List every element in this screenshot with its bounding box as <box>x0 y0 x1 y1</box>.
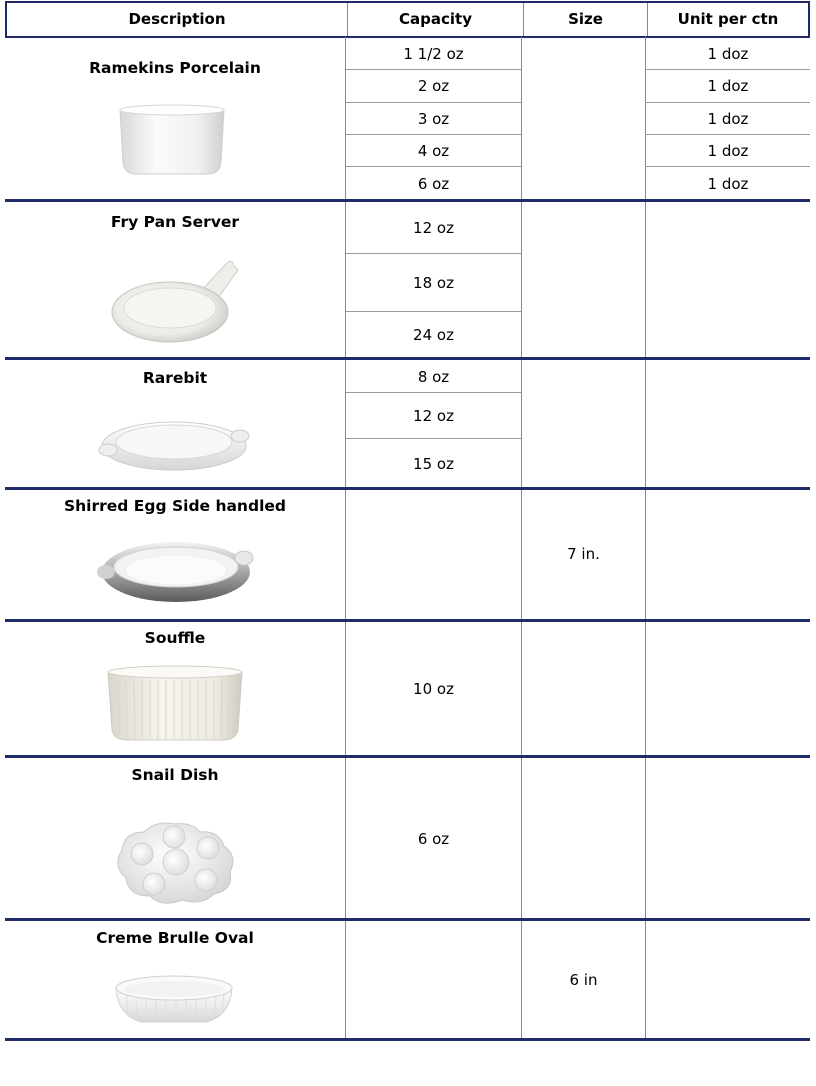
row-separator <box>5 357 810 360</box>
souffle-dish-icon <box>104 660 246 744</box>
fry-pan-icon <box>108 254 244 346</box>
row-separator <box>5 755 810 758</box>
row-separator <box>5 1038 810 1041</box>
header-description: Description <box>128 10 226 28</box>
header-capacity: Capacity <box>399 10 472 28</box>
header-size: Size <box>568 10 603 28</box>
unit-cell: 1 doz <box>707 77 749 95</box>
capacity-cell: 2 oz <box>417 77 450 95</box>
unit-cell: 1 doz <box>707 45 749 63</box>
ramekin-icon <box>112 98 232 180</box>
capacity-cell: 10 oz <box>413 680 454 698</box>
capacity-cell: 12 oz <box>413 219 454 237</box>
snail-dish-icon <box>110 820 240 906</box>
row-separator <box>5 619 810 622</box>
capacity-cell: 18 oz <box>413 274 454 292</box>
capacity-cell: 6 oz <box>417 175 450 193</box>
shirred-egg-dish-icon <box>96 540 256 608</box>
unit-cell: 1 doz <box>707 175 749 193</box>
row-separator <box>5 487 810 490</box>
capacity-cell: 6 oz <box>417 830 450 848</box>
row-separator <box>5 918 810 921</box>
creme-brulee-dish-icon <box>112 972 236 1028</box>
capacity-cell: 24 oz <box>413 326 454 344</box>
capacity-cell: 12 oz <box>413 407 454 425</box>
product-name: Souffle <box>144 629 206 647</box>
product-name: Snail Dish <box>131 766 219 784</box>
size-cell: 7 in. <box>567 545 600 563</box>
capacity-cell: 3 oz <box>417 110 450 128</box>
product-name: Ramekins Porcelain <box>89 59 261 77</box>
product-name: Shirred Egg Side handled <box>63 497 286 515</box>
product-name: Fry Pan Server <box>110 213 240 231</box>
size-cell: 6 in <box>569 971 598 989</box>
unit-cell: 1 doz <box>707 110 749 128</box>
capacity-cell: 8 oz <box>417 368 450 386</box>
header-unit-per-ctn: Unit per ctn <box>677 10 779 28</box>
unit-cell: 1 doz <box>707 142 749 160</box>
column-divider <box>521 37 522 1039</box>
product-name: Rarebit <box>142 369 208 387</box>
rarebit-icon <box>98 412 250 476</box>
capacity-cell: 1 1/2 oz <box>403 45 464 63</box>
product-name: Creme Brulle Oval <box>96 929 254 947</box>
table-header <box>5 1 810 38</box>
capacity-cell: 4 oz <box>417 142 450 160</box>
capacity-cell: 15 oz <box>413 455 454 473</box>
row-separator <box>5 199 810 202</box>
